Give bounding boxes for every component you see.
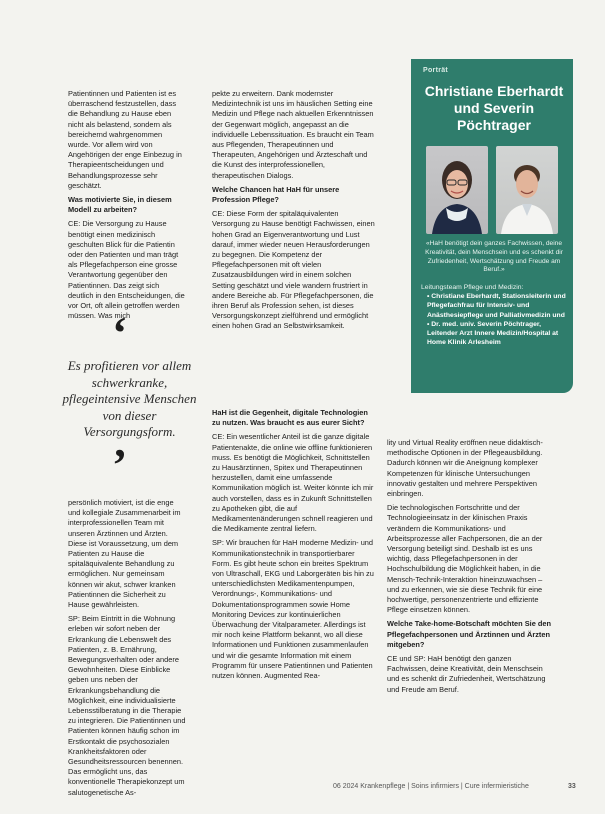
paragraph: SP: Beim Eintritt in die Wohnung erleben wir sofort neben der Erkrankung die Lebenswelt des Patienten, z. B. Ernährung, Bewegungsverhalten oder andere Gewohnheiten. Diese Einblicke geben uns neben der Erkrankungsbehandlung die Möglichkeit, eine individualisierte Lebensstilberatung in die Therapie zu integrieren. Die Patientinnen und Patienten können häufig schon im Erstkontakt die psychosozialen Krankheitsfaktoren oder Gesundheitsressourcen benennen. Das ermöglicht uns, das konventionelle Therapiekonzept um salutogenetische As- [68, 614, 186, 797]
paragraph: Die technologischen Fortschritte und der Technologieeinsatz in der klinischen Praxis verändern die Kommunikations- und Arbeitsprozesse aller Fachpersonen, die an der Versorgung beteiligt sind. Deshalb ist es uns wichtig, dass Pflegefachpersonen in der Hochschulbildung die Möglichkeit haben, in die Mensch-Technik-Interaktion hineinzuwachsen – und zu erkennen, wie sie diese Technik für eine hochwertige, personenzentrierte und effiziente Pflege einsetzen können. [387, 503, 543, 615]
portrait-photo-woman [426, 146, 488, 234]
person-silhouette-icon [496, 146, 558, 234]
quote-open-mark: ‘ [112, 307, 128, 358]
paragraph: CE: Diese Form der spitaläquivalenten Versorgung zu Hause benötigt Fachwissen, einen hohen Grad an Eigenverantwortung und Lust darauf, immer wieder neuen Herausforderungen zu begegnen. Die Kompetenz der Pflegefachpersonen mit oft vielen Zusatzausbildungen wird in einem solchen Setting geschätzt und viele wandern frustriert in andere Bereiche ab. Für Pflegefachpersonen, die ihren Beruf als Profession sehen, ist dieses Versorgungskonzept zielführend und ermöglicht einen hohen Grad an Selbstwirksamkeit. [212, 209, 375, 331]
page-number: 33 [568, 783, 576, 790]
paragraph: lity und Virtual Reality eröffnen neue didaktisch-methodische Optionen in der Pflegeausbildung. Dadurch können wir die Aneignung komplexer Kompetenzen für klinische Untersuchungen innovativ gestalten und mehrere Perspektiven einbringen. [387, 438, 543, 499]
interview-question: Was motivierte Sie, in diesem Modell zu arbeiten? [68, 195, 172, 215]
paragraph: CE: Ein wesentlicher Anteil ist die ganze digitale Patientenakte, die online wie offline funktionieren muss. Es benötigt die Möglichkeit, Schnittstellen zu Hausärztinnen, Spitex und Therapeutinnen herzustellen, damit eine umfassende Kommunikation möglich ist. Weiter könnte ich mir auch vorstellen, dass es in Zukunft Schnittstellen zu Apotheken gibt, die auf Medikamentenänderungen schnell reagieren und die Medikamente zentral liefern. [212, 432, 374, 534]
team-member: • Dr. med. univ. Severin Pöchtrager, Leitender Arzt Innere Medizin/Hospital at Home Klinik Arlesheim [427, 320, 559, 347]
portrait-title: Christiane Eberhardt und Severin Pöchtrager [424, 83, 564, 133]
column-3 [387, 438, 552, 699]
team-label: Leitungsteam Pflege und Medizin: [421, 284, 524, 291]
quote-close-mark: ’ [112, 439, 128, 490]
paragraph: CE und SP: HaH benötigt den ganzen Fachwissen, deine Kreativität, dein Menschsein und es schenkt dir Zufriedenheit, Wertschätzung und Freude am Beruf. [387, 654, 546, 694]
pull-quote: Es profitieren vor allem schwerkranke, pflegeintensive Menschen von dieser Versorgungsform. [62, 358, 197, 439]
team-member: • Christiane Eberhardt, Stationsleiterin und Pflegefachfrau für Intensiv- und Anästhesiepflege und Palliativmedizin und [427, 293, 566, 319]
paragraph: Patientinnen und Patienten ist es überraschend festzustellen, dass die Behandlung zu Hause eben nicht als belastend, sondern als bereichernd wahrgenommen wurde. Vor allem wird von Angehörigen der enge Einbezug in Therapieentscheidungen und Behandlungsprozesse sehr geschätzt. [68, 89, 182, 190]
paragraph: CE: Die Versorgung zu Hause benötigt einen medizinisch geschulten Blick für die Patientin oder den Patienten und man trägt als Pflegefachperson eine grosse Verantwortung gegenüber den Patientinnen. Das zeigt sich deutlich in den Entscheidungen, die vor Ort, oft allein getroffen werden müssen. Was mich [68, 219, 185, 321]
team-info [421, 283, 571, 347]
portrait-box [411, 59, 573, 393]
interview-question: HaH ist die Gegenheit, digitale Technologien zu nutzen. Was braucht es aus eurer Sicht? [212, 408, 368, 428]
paragraph: pekte zu erweitern. Dank modernster Medizintechnik ist uns im häuslichen Setting eine Medizin und Pflege nach aktuellen Erkenntnissen der Gegenwart möglich, angepasst an die individuelle Lebenssituation. Es braucht ein Team aus Pflegenden, Therapeutinnen und Therapeuten, Angehörigen und Ärzteschaft und die Kunst des interprofessionellen, therapeutischen Dialogs. [212, 89, 374, 180]
team-list [421, 292, 571, 347]
paragraph: persönlich motiviert, ist die enge und kollegiale Zusammenarbeit im interprofessionellen Team mit unseren Ärztinnen und Ärzten. Diese ist Voraussetzung, um dem Patienten zu Hause die spitaläquivalente Behandlung zu ermöglichen. Nur gemeinsam können wir akut, schwer kranken Patientinnen die Sicherheit zu Hause gewährleisten. [68, 498, 181, 610]
interview-question: Welche Chancen hat HaH für unsere Profession Pflege? [212, 184, 340, 205]
column-2-top [212, 89, 375, 336]
column-2-bottom [212, 408, 375, 685]
footer-publication: 06 2024 Krankenpflege | Soins infirmiers | Cure infermieristiche [333, 783, 529, 790]
column-1-bottom [68, 498, 186, 802]
column-1-top [68, 89, 186, 325]
portrait-kicker: Porträt [423, 67, 449, 74]
person-silhouette-icon [426, 146, 488, 234]
portrait-photo-man [496, 146, 558, 234]
interview-question: Welche Take-home-Botschaft möchten Sie den Pflegefachpersonen und Ärztinnen und Ärzten mitgeben? [387, 619, 551, 649]
portrait-quote: «HaH benötigt dein ganzes Fachwissen, deine Kreativität, dein Menschsein und es schenkt dir Zufriedenheit, Wertschätzung und Freude am Beruf.» [425, 240, 563, 274]
paragraph: SP: Wir brauchen für HaH moderne Medizin- und Kommunikationstechnik in transportierbarer Form. Es gibt heute schon ein breites Spektrum von Ultraschall, EKG und Laborgeräten bis hin zu unterschiedlichsten Medikamentenpumpen, Verordnungs-, Kommunikations- und Dokumentationsprogrammen sowie Home Monitoring Devices zur kontinuierlichen Überwachung der Vitalparameter. Allerdings ist mir noch keine Plattform bekannt, wo all diese Informationen und Funktionen zusammenlaufen und wir die gesamte Information mit einem Programm für unsere Patientinnen und Patienten nutzen können. Augmented Rea- [212, 538, 374, 681]
